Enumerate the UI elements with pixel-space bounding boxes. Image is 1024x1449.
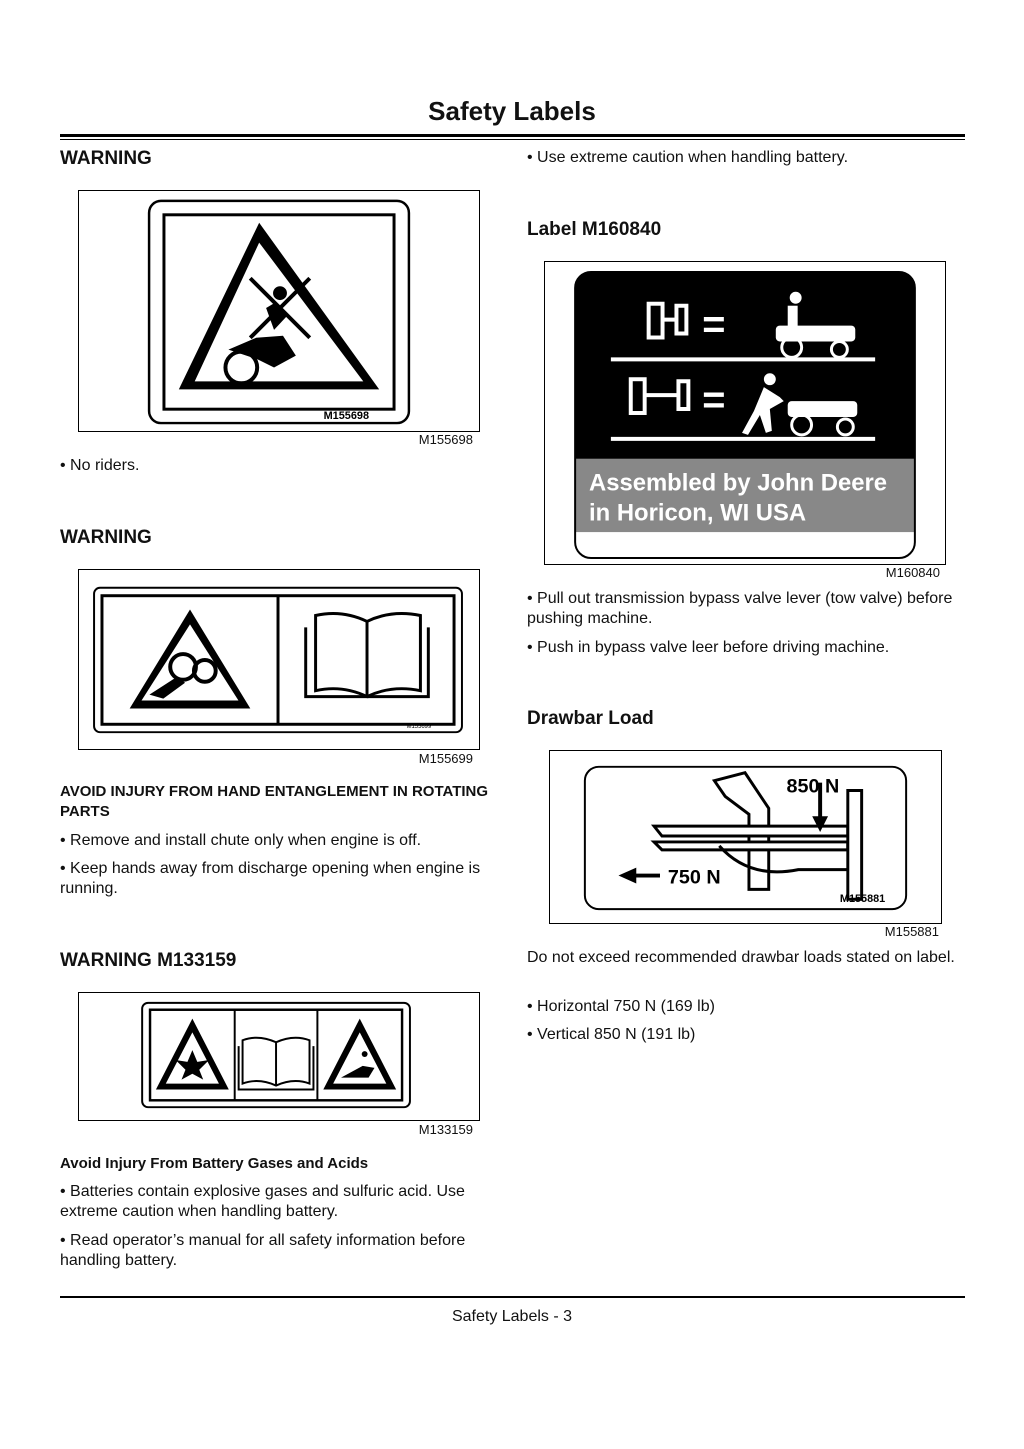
drawbar-load-label-image xyxy=(549,750,942,924)
hand-entanglement-label-image xyxy=(78,569,480,750)
horizontal-load-text: 750 N xyxy=(667,866,721,889)
bullet-read-manual: • Read operator’s manual for all safety information before handling battery. xyxy=(60,1232,466,1269)
image-code-text: M155698 xyxy=(323,410,370,423)
label-assembled-line2: in Horicon, WI USA xyxy=(589,499,807,527)
drawbar-load-heading: Drawbar Load xyxy=(527,708,654,729)
bullet-batteries-explosive: • Batteries contain explosive gases and sulfuric acid. Use extreme caution when handling battery. xyxy=(60,1183,465,1220)
image-code-text: M155881 xyxy=(839,893,886,906)
battery-warning-label-image xyxy=(78,992,480,1121)
warning-heading-3: WARNING M133159 xyxy=(60,950,237,971)
label-assembled-line1: Assembled by John Deere xyxy=(589,469,888,497)
figure-caption-m155698: M155698 xyxy=(418,432,473,447)
warning-heading-2: WARNING xyxy=(60,527,152,548)
drawbar-intro-text: Do not exceed recommended drawbar loads stated on label. xyxy=(527,949,955,966)
bullet-vertical-load: • Vertical 850 N (191 lb) xyxy=(527,1026,696,1043)
header-rule xyxy=(60,134,965,137)
subheading-hand-entanglement: AVOID INJURY FROM HAND ENTANGLEMENT IN ROTATING PARTS xyxy=(60,783,489,820)
image-code-text: M155699 xyxy=(406,724,432,731)
footer-rule xyxy=(60,1296,965,1298)
vertical-load-text: 850 N xyxy=(786,775,840,798)
operator-manual-icon xyxy=(306,614,429,697)
bullet-horizontal-load: • Horizontal 750 N (169 lb) xyxy=(527,998,715,1015)
operator-manual-icon xyxy=(239,1038,314,1090)
page-footer: Safety Labels - 3 xyxy=(451,1308,573,1325)
no-riders-label-image xyxy=(78,190,480,432)
figure-caption-m155881: M155881 xyxy=(884,924,939,939)
figure-caption-m160840: M160840 xyxy=(885,565,940,580)
svg-text:=: = xyxy=(702,378,726,422)
header-rule-thin xyxy=(60,139,965,140)
warning-heading-1: WARNING xyxy=(60,148,152,169)
label-m160840-heading: Label M160840 xyxy=(527,219,662,240)
bullet-extreme-caution: • Use extreme caution when handling battery. xyxy=(527,149,849,166)
bullet-pull-out-valve: • Pull out transmission bypass valve lever (tow valve) before pushing machine. xyxy=(527,590,953,627)
assembly-label-image xyxy=(544,261,946,565)
bullet-remove-chute: • Remove and install chute only when engine is off. xyxy=(60,832,422,849)
subheading-battery-gases: Avoid Injury From Battery Gases and Acids xyxy=(60,1155,369,1172)
figure-caption-m133159: M133159 xyxy=(418,1122,473,1137)
figure-caption-m155699: M155699 xyxy=(418,751,473,766)
page-title: Safety Labels xyxy=(428,96,596,126)
bullet-keep-hands-away: • Keep hands away from discharge opening when engine is running. xyxy=(60,860,481,897)
bullet-no-riders: • No riders. xyxy=(60,457,140,474)
bullet-push-in-valve: • Push in bypass valve leer before driving machine. xyxy=(527,639,890,656)
svg-text:=: = xyxy=(702,302,726,347)
